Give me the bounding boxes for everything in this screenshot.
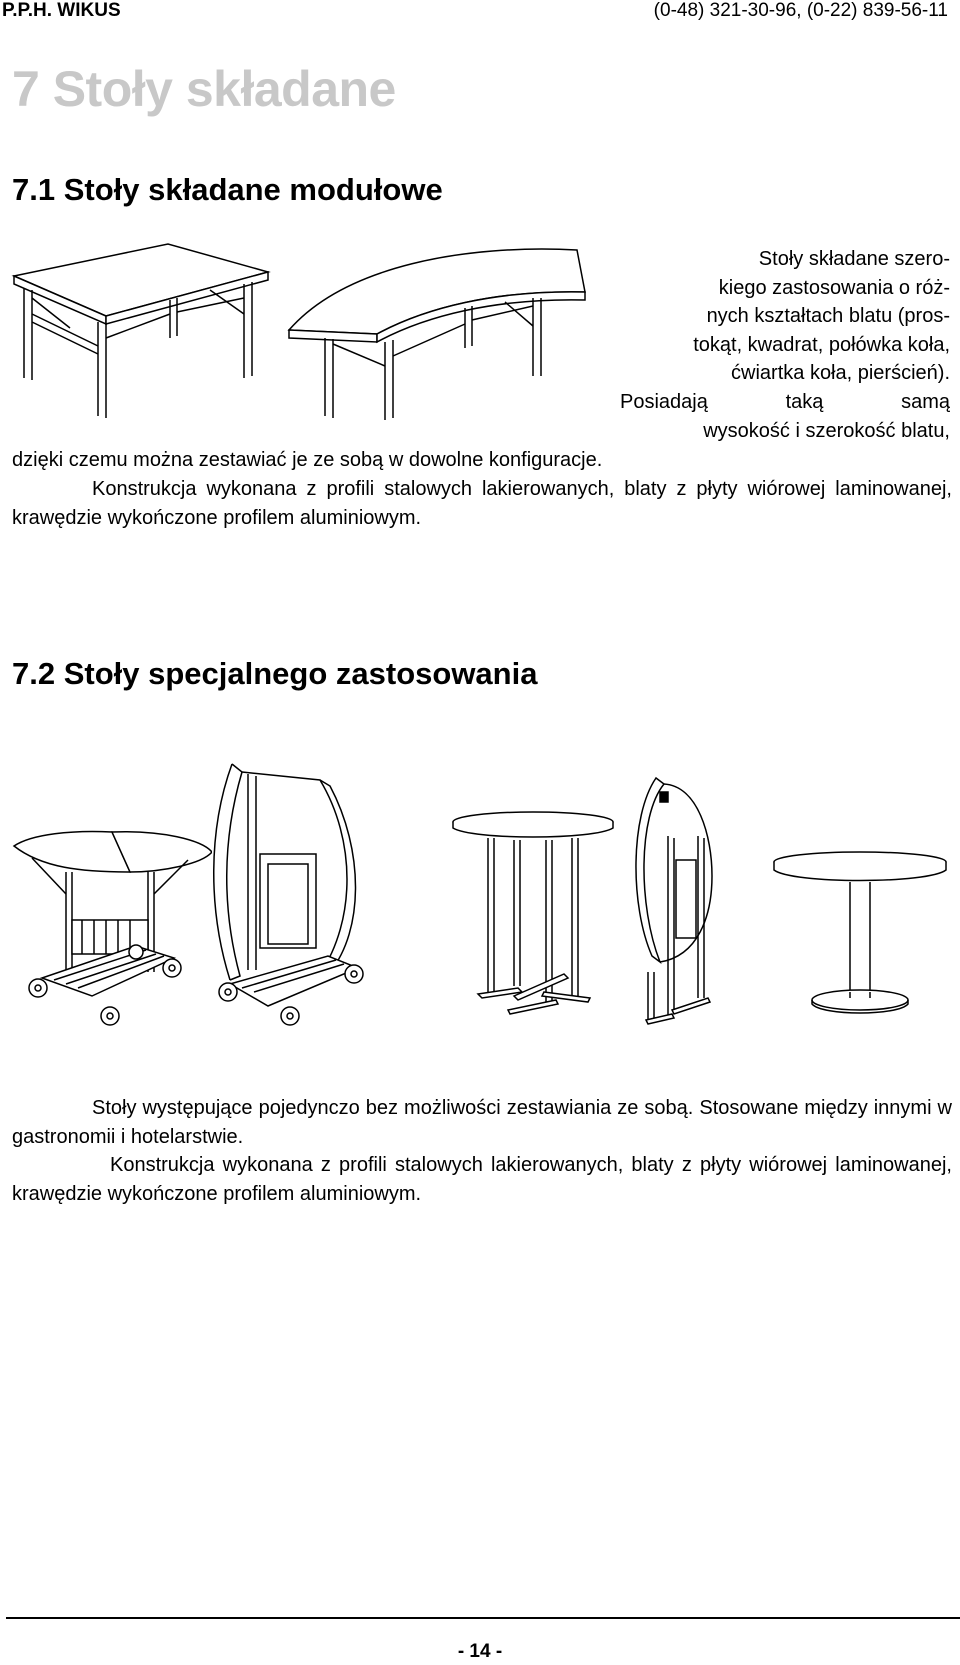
- intro-line: Posiadają taką samą: [620, 390, 950, 413]
- section-1-heading: 7.1 Stoły składane modułowe: [12, 172, 443, 207]
- intro-line: kiego zastosowania o róż-: [718, 276, 950, 299]
- company-name: P.P.H. WIKUS: [2, 0, 121, 21]
- intro-line: ćwiartka koła, pierścień).: [731, 362, 950, 385]
- section-2-construction: Konstrukcja wykonana z profili stalowych lakierowanych, blaty z płyty wiórowej laminowanej, krawędzie wykończone profilem aluminiowym.: [12, 1154, 952, 1205]
- pedestal-round-table-illustration: [772, 850, 948, 1020]
- rectangular-folding-table-illustration: [10, 238, 280, 423]
- intro-line: wysokość i szerokość blatu,: [703, 419, 950, 442]
- page-number: - 14 -: [457, 1641, 503, 1662]
- section-2-heading: 7.2 Stoły specjalnego zastosowania: [12, 656, 538, 691]
- intro-line: Stoły składane szero-: [758, 248, 950, 270]
- section-1-intro: [620, 245, 950, 445]
- section-1-construction: Konstrukcja wykonana z profili stalowych lakierowanych, blaty z płyty wiórowej laminowanej, krawędzie wykończone profilem aluminiowym.: [12, 478, 952, 529]
- drop-leaf-trolley-table-illustration: [12, 828, 212, 1028]
- footer-divider: [6, 1617, 960, 1619]
- intro-line: tokąt, kwadrat, połówka koła,: [693, 333, 950, 356]
- folded-trolley-table-illustration: [208, 760, 378, 1030]
- curved-folding-table-illustration: [285, 236, 610, 421]
- section-1-continuation: dzięki czemu można zestawiać je ze sobą w dowolne konfiguracje.: [12, 449, 603, 471]
- page-header: [0, 0, 960, 26]
- round-bar-table-illustration: [452, 810, 614, 1030]
- phone-numbers: (0-48) 321-30-96, (0-22) 839-56-11: [653, 0, 948, 21]
- section-2-description: Stoły występujące pojedynczo bez możliwości zestawiania ze sobą. Stosowane między innymi w gastronomii i hotelarstwie.: [12, 1097, 952, 1148]
- intro-line: nych kształtach blatu (pros-: [706, 305, 950, 328]
- folded-round-table-illustration: [628, 776, 718, 1032]
- chapter-title: 7 Stoły składane: [12, 61, 396, 117]
